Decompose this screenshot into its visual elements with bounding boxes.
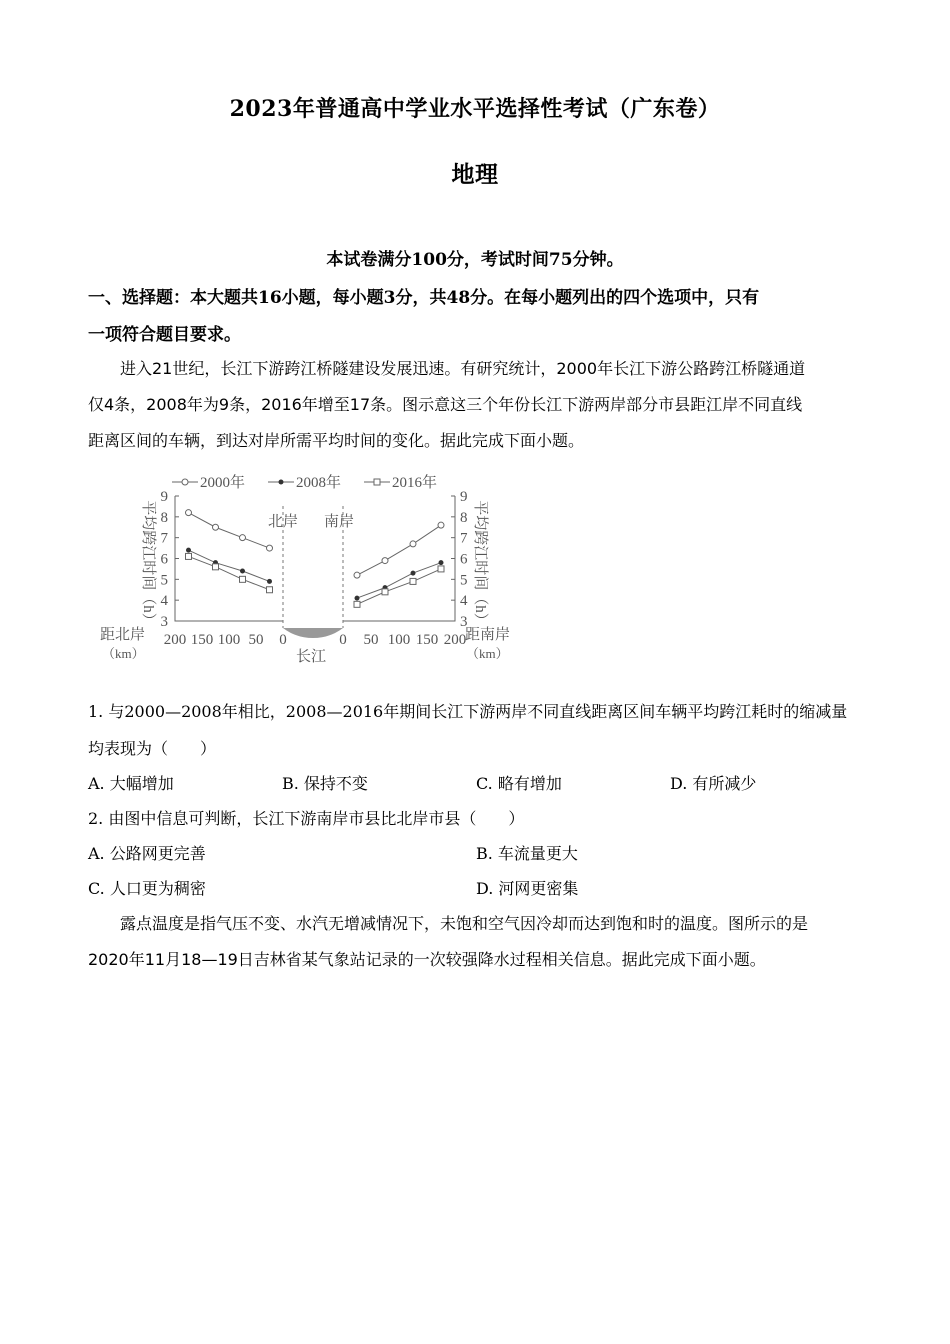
q1-option-b[interactable]: B. 保持不变 [282, 774, 368, 793]
point-2008年-north-0 [186, 548, 191, 553]
point-2000年-south-1 [382, 558, 388, 564]
north-bank-label: 北岸 [268, 514, 299, 530]
right-axis-label: 平均跨江时间（h） [472, 500, 488, 628]
point-2008年-south-2 [411, 571, 416, 576]
legend-marker-2000 [182, 479, 188, 485]
south-xlabel: 距南岸 [465, 627, 511, 643]
south-xlabel-unit: （km） [466, 646, 509, 661]
point-2000年-south-3 [438, 522, 444, 528]
ytick-left-5: 5 [160, 572, 168, 589]
north-xlabel-unit: （km） [102, 646, 145, 661]
passage2-line2: 2020年11月18—19日吉林省某气象站记录的一次较强降水过程相关信息。据此完成下面小题。 [88, 950, 766, 969]
legend-2016: 2016年 [392, 475, 438, 491]
point-2000年-north-1 [213, 524, 219, 530]
xtick-south-100: 100 [387, 632, 411, 648]
point-2000年-north-3 [267, 545, 273, 551]
river-shape [283, 628, 343, 638]
ytick-right-4: 4 [460, 593, 468, 610]
q1-option-c[interactable]: C. 略有增加 [476, 774, 562, 793]
point-2008年-south-3 [439, 560, 444, 565]
q2-option-a[interactable]: A. 公路网更完善 [88, 844, 206, 863]
left-axis-label: 平均跨江时间（h） [140, 500, 156, 628]
point-2016年-south-0 [354, 601, 360, 607]
ytick-left-6: 6 [160, 551, 168, 568]
q1-stem-line1: 1. 与2000—2008年相比，2008—2016年期间长江下游两岸不同直线距离区间车辆平均跨江耗时的缩减量 [88, 702, 848, 721]
exam-instructions: 本试卷满分100分，考试时间75分钟。 [326, 250, 624, 270]
ytick-right-8: 8 [460, 509, 468, 526]
passage1-line2: 仅4条，2008年为9条，2016年增至17条。图示意这三个年份长江下游两岸部分市县距江岸不同直线 [88, 395, 803, 414]
series-line-2016年-north [189, 556, 270, 589]
ytick-right-7: 7 [460, 530, 468, 547]
q2-option-c[interactable]: C. 人口更为稠密 [88, 879, 206, 898]
q1-option-d[interactable]: D. 有所减少 [670, 774, 757, 793]
exam-title: 2023年普通高中学业水平选择性考试（广东卷） [229, 96, 721, 122]
q1-option-a[interactable]: A. 大幅增加 [88, 774, 174, 793]
xtick-north-100: 100 [217, 632, 241, 648]
passage1-line1: 进入21世纪，长江下游跨江桥隧建设发展迅速。有研究统计，2000年长江下游公路跨江桥隧通道 [120, 359, 806, 378]
section-heading-line2: 一项符合题目要求。 [88, 325, 241, 345]
legend-marker-2016 [374, 479, 380, 485]
ytick-right-5: 5 [460, 572, 468, 589]
chart-legend [172, 473, 437, 491]
crossing-time-chart [100, 466, 530, 671]
point-2016年-south-2 [410, 578, 416, 584]
point-2008年-north-2 [240, 569, 245, 574]
ytick-right-6: 6 [460, 551, 468, 568]
ytick-left-7: 7 [160, 530, 168, 547]
ytick-right-9: 9 [460, 489, 468, 505]
point-2008年-south-0 [355, 596, 360, 601]
ytick-right-3: 3 [460, 614, 468, 630]
ytick-left-3: 3 [160, 614, 168, 630]
xtick-north-150: 150 [190, 632, 214, 648]
ytick-left-9: 9 [160, 489, 168, 505]
legend-2008: 2008年 [296, 475, 342, 491]
ytick-left-8: 8 [160, 509, 168, 526]
legend-marker-2008 [279, 480, 284, 485]
q2-stem: 2. 由图中信息可判断，长江下游南岸市县比北岸市县（ ） [88, 809, 525, 828]
subject-title: 地理 [451, 161, 499, 188]
river-label: 长江 [296, 649, 327, 665]
point-2016年-north-2 [240, 576, 246, 582]
xtick-north-50: 50 [248, 632, 264, 648]
point-2016年-north-1 [213, 564, 219, 570]
point-2016年-north-0 [186, 553, 192, 559]
series-line-2016年-south [357, 569, 441, 604]
q1-stem-line2: 均表现为（ ） [88, 739, 217, 758]
xtick-south-50: 50 [363, 632, 379, 648]
series-line-2000年-north [189, 513, 270, 548]
xtick-north-0: 0 [279, 632, 287, 648]
ytick-left-4: 4 [160, 593, 168, 610]
xtick-south-200: 200 [443, 632, 467, 648]
xtick-south-0: 0 [339, 632, 347, 648]
q2-option-b[interactable]: B. 车流量更大 [476, 844, 578, 863]
section-heading-line1: 一、选择题：本大题共16小题，每小题3分，共48分。在每小题列出的四个选项中，只有 [88, 288, 760, 308]
series-line-2008年-north [189, 550, 270, 581]
xtick-north-200: 200 [163, 632, 187, 648]
point-2000年-south-2 [410, 541, 416, 547]
legend-2000: 2000年 [200, 475, 246, 491]
series-line-2008年-south [357, 563, 441, 598]
q2-option-d[interactable]: D. 河网更密集 [476, 879, 579, 898]
south-bank-label: 南岸 [324, 514, 355, 530]
point-2016年-south-3 [438, 566, 444, 572]
passage2-line1: 露点温度是指气压不变、水汽无增减情况下，未饱和空气因冷却而达到饱和时的温度。图所示的是 [120, 914, 809, 933]
point-2016年-north-3 [267, 587, 273, 593]
point-2000年-north-0 [186, 510, 192, 516]
xtick-south-150: 150 [415, 632, 439, 648]
point-2000年-south-0 [354, 572, 360, 578]
point-2000年-north-2 [240, 535, 246, 541]
north-xlabel: 距北岸 [100, 627, 146, 643]
point-2016年-south-1 [382, 589, 388, 595]
point-2008年-north-3 [267, 579, 272, 584]
passage1-line3: 距离区间的车辆，到达对岸所需平均时间的变化。据此完成下面小题。 [88, 431, 585, 450]
